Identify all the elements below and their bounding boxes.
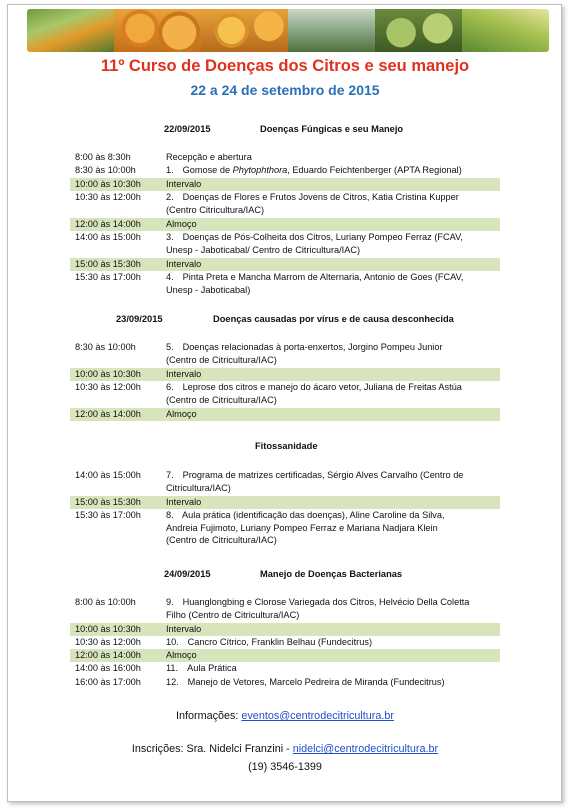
row-text: 9. Huanglongbing e Clorose Variegada dos Citros, Helvécio Della Coletta Filho (Centro de Citricultura/IAC) [166, 597, 470, 620]
schedule-row-break [70, 623, 500, 636]
schedule-row-break [70, 178, 500, 191]
info-label: Informações: [175, 710, 239, 722]
row-time: 8:00 às 8:30h [75, 152, 131, 162]
schedule-row-break [70, 649, 500, 662]
row-time: 14:00 às 15:00h [75, 470, 141, 480]
row-text: Intervalo [166, 624, 202, 634]
row-time: 8:30 às 10:00h [75, 342, 136, 352]
row-time: 12:00 às 14:00h [75, 650, 141, 660]
row-time: 10:00 às 10:30h [75, 624, 141, 634]
section-date: 23/09/2015 [116, 314, 163, 324]
row-text: 7. Programa de matrizes certificadas, Sérgio Alves Carvalho (Centro de Citricultura/IAC) [166, 470, 464, 493]
section-name: Doenças causadas por vírus e de causa desconhecida [213, 314, 454, 324]
row-text: 5. Doenças relacionadas à porta-enxertos, Jorgino Pompeu Junior (Centro de Citricultura/IAC) [166, 342, 443, 365]
schedule-row-break [70, 368, 500, 381]
row-text: 6. Leprose dos citros e manejo do ácaro vetor, Juliana de Freitas Astúa (Centro de Citricultura/IAC) [166, 382, 462, 405]
row-time: 12:00 às 14:00h [75, 219, 141, 229]
citrus-banner-image [27, 9, 549, 52]
row-time: 10:30 às 12:00h [75, 192, 141, 202]
row-time: 15:30 às 17:00h [75, 510, 141, 520]
row-text: Intervalo [166, 179, 202, 189]
registration-email-link[interactable]: nidelci@centrodecitricultura.br [292, 743, 439, 755]
row-text: Recepção e abertura [166, 152, 252, 162]
schedule-row-break [70, 258, 500, 271]
schedule-row-break [70, 218, 500, 231]
registration-line [0, 743, 570, 755]
row-text: Intervalo [166, 259, 202, 269]
row-time: 14:00 às 16:00h [75, 663, 141, 673]
row-text: 11. Aula Prática [166, 663, 237, 673]
section-date: 24/09/2015 [164, 569, 211, 579]
info-email-link[interactable]: eventos@centrodecitricultura.br [241, 710, 394, 722]
row-time: 16:00 às 17:00h [75, 677, 141, 687]
row-time: 10:30 às 12:00h [75, 382, 141, 392]
section-date: 22/09/2015 [164, 124, 211, 134]
row-time: 8:30 às 10:00h [75, 165, 136, 175]
row-time: 14:00 às 15:00h [75, 232, 141, 242]
row-time: 8:00 às 10:00h [75, 597, 136, 607]
course-dates: 22 a 24 de setembro de 2015 [190, 82, 380, 98]
row-text: Intervalo [166, 497, 202, 507]
info-line [0, 710, 570, 722]
row-text: 4. Pinta Preta e Mancha Marrom de Alternaria, Antonio de Goes (FCAV, Unesp - Jaboticabal) [166, 272, 464, 295]
row-text: Almoço [166, 409, 197, 419]
row-text: 3. Doenças de Pós-Colheita dos Citros, Luriany Pompeo Ferraz (FCAV, Unesp - Jaboticabal/ Centro de Citricultura/IAC) [166, 232, 463, 255]
row-time: 15:30 às 17:00h [75, 272, 141, 282]
course-title: 11º Curso de Doenças dos Citros e seu manejo [100, 57, 470, 75]
row-text: Intervalo [166, 369, 202, 379]
schedule-row-break [70, 496, 500, 509]
row-time: 10:30 às 12:00h [75, 637, 141, 647]
row-text: 12. Manejo de Vetores, Marcelo Pedreira de Miranda (Fundecitrus) [166, 677, 445, 687]
row-time: 15:00 às 15:30h [75, 259, 141, 269]
row-time: 15:00 às 15:30h [75, 497, 141, 507]
section-name: Manejo de Doenças Bacterianas [260, 569, 403, 579]
row-time: 10:00 às 10:30h [75, 369, 141, 379]
row-time: 12:00 às 14:00h [75, 409, 141, 419]
row-text: Almoço [166, 650, 197, 660]
schedule-row-break [70, 408, 500, 421]
row-time: 10:00 às 10:30h [75, 179, 141, 189]
row-text: 8. Aula prática (identificação das doenças), Aline Caroline da Silva, Andreia Fujimoto, Luriany Pompeo Ferraz e Mariana Nadjara Klein (Centro de Citricultura/IAC) [166, 510, 445, 546]
row-text: 1. Gomose de Phytophthora, Eduardo Feichtenberger (APTA Regional) [166, 165, 462, 175]
section-name: Fitossanidade [255, 441, 318, 451]
row-text: 2. Doenças de Flores e Frutos Jovens de Citros, Katia Cristina Kupper (Centro Citricultura/IAC) [166, 192, 459, 215]
registration-label: Inscrições: Sra. Nidelci Franzini - [131, 743, 290, 755]
row-text: Almoço [166, 219, 197, 229]
section-name: Doenças Fúngicas e seu Manejo [260, 124, 404, 134]
phone-number: (19) 3546-1399 [248, 761, 322, 773]
row-text: 10. Cancro Cítrico, Franklin Belhau (Fundecitrus) [166, 637, 373, 647]
